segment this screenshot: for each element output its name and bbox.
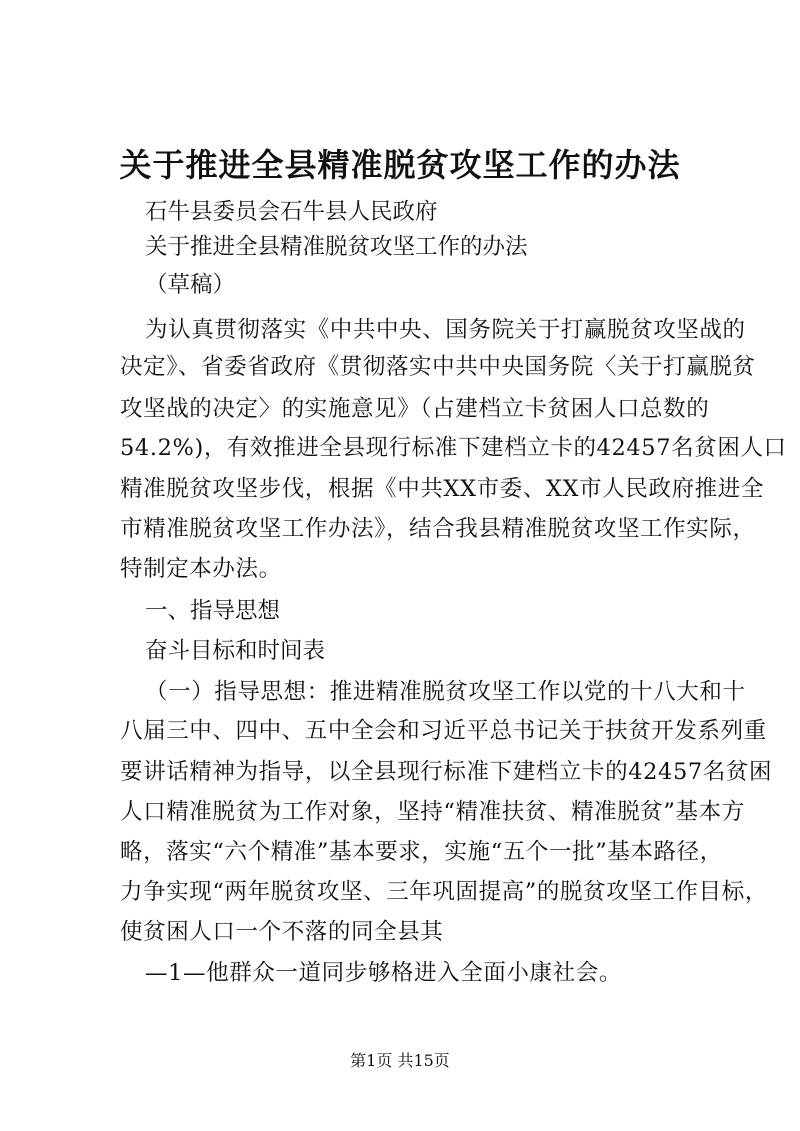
guiding-line-3: 要讲话精神为指导，以全县现行标准下建档立卡的42457名贫困 <box>120 759 773 785</box>
guiding-line-1: （一）指导思想：推进精准脱贫攻坚工作以党的十八大和十 <box>145 679 746 705</box>
intro-line-3: 攻坚战的决定〉的实施意见》（占建档立卡贫困人口总数的 <box>120 396 710 422</box>
document-title: 关于推进全县精准脱贫攻坚工作的办法 <box>119 146 681 184</box>
page-footer: 第1页 共15页 <box>350 1051 450 1070</box>
guiding-line-2: 八届三中、四中、五中全会和习近平总书记关于扶贫开发系列重 <box>120 718 767 744</box>
intro-line-4: 54.2%)，有效推进全县现行标准下建档立卡的42457名贫困人口 <box>120 435 787 461</box>
guiding-line-5: 略，落实“六个精准”基本要求，实施“五个一批”基本路径， <box>120 839 723 865</box>
subtitle-line: 关于推进全县精准脱贫攻坚工作的办法 <box>145 234 528 260</box>
draft-note: （草稿） <box>145 272 236 298</box>
guiding-line-6: 力争实现“两年脱贫攻坚、三年巩固提高”的脱贫攻坚工作目标， <box>120 879 768 905</box>
issuer-line: 石牛县委员会石牛县人民政府 <box>145 199 438 225</box>
guiding-line-7: 使贫困人口一个不落的同全县其 <box>120 919 444 945</box>
guiding-line-4: 人口精准脱贫为工作对象，坚持“精准扶贫、精准脱贫”基本方 <box>120 799 745 825</box>
section-subheading: 奋斗目标和时间表 <box>145 638 326 664</box>
intro-line-7: 特制定本办法。 <box>120 556 282 582</box>
section-heading: 一、指导思想 <box>145 598 281 624</box>
intro-line-5: 精准脱贫攻坚步伐，根据《中共XX市委、XX市人民政府推进全 <box>120 476 764 502</box>
intro-line-1: 为认真贯彻落实《中共中央、国务院关于打赢脱贫攻坚战的 <box>145 317 746 343</box>
intro-line-2: 决定》、省委省政府《贯彻落实中共中央国务院〈关于打赢脱贫 <box>120 354 756 380</box>
continuation-line: —1—他群众一道同步够格进入全面小康社会。 <box>145 960 622 986</box>
intro-line-6: 市精准脱贫攻坚工作办法》，结合我县精准脱贫攻坚工作实际， <box>120 516 756 542</box>
